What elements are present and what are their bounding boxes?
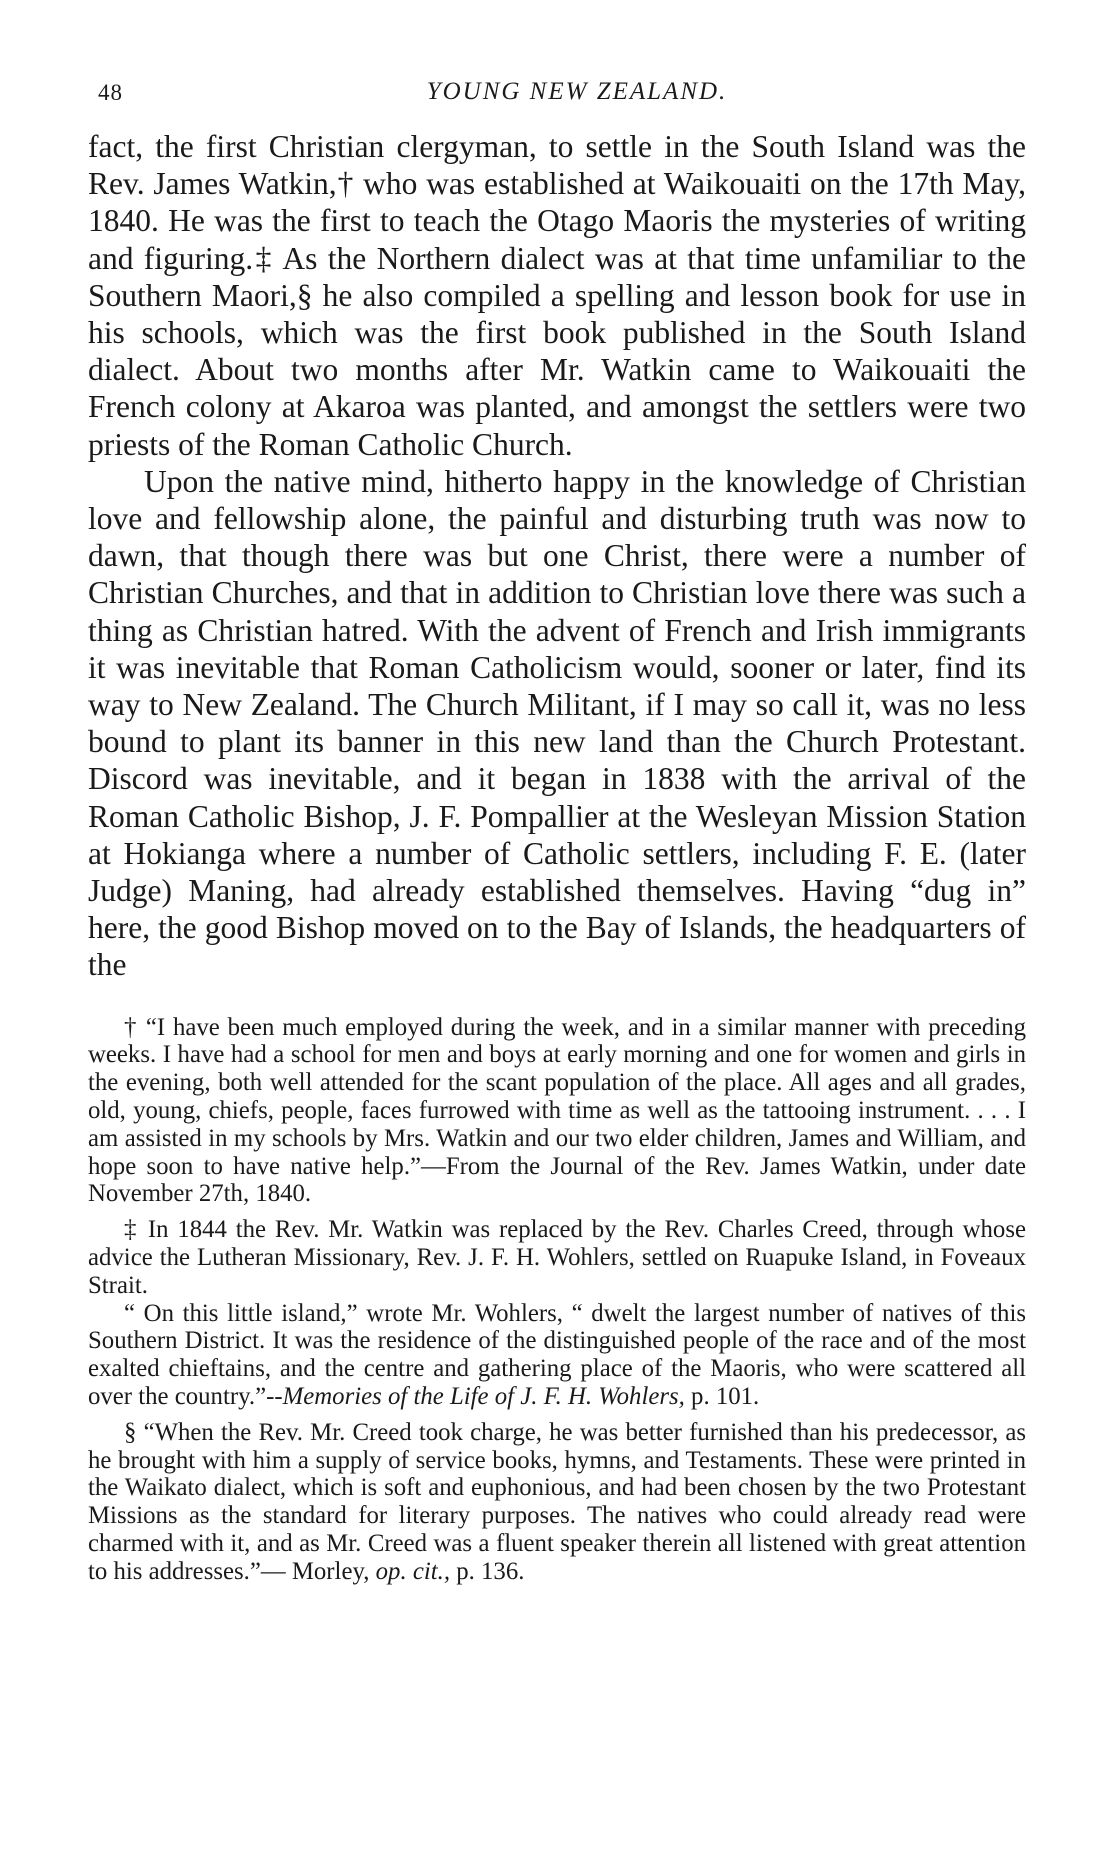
section-page: p. 136. bbox=[450, 1557, 525, 1585]
book-page bbox=[88, 68, 1026, 1586]
footnote-section bbox=[88, 1419, 1026, 1586]
wohlers-page: p. 101. bbox=[684, 1383, 760, 1411]
footnote-separator bbox=[88, 984, 1026, 1014]
section-note-text: § “When the Rev. Mr. Creed took charge, he was better furnished than his predecessor, as he brought with him a supply of service books, hymns, and Testaments. These were printed in the Waikato dialect, which is soft and euphonious, and had been chosen by the two Protestant Missions as the standard for literary purposes. The natives who could already read were charmed with it, and as Mr. Creed was a fluent speaker therein all listened with great attention to his addresses.”— Morley, bbox=[88, 1418, 1026, 1585]
page-number: 48 bbox=[98, 80, 123, 105]
wohlers-source-title: Memories of the Life of J. F. H. Wohlers, bbox=[282, 1383, 685, 1411]
footnote-dagger: † “I have been much employed during the week, and in a similar manner with preceding weeks. I have had a school for men and boys at early morning and one for women and girls in the evening, both well attended for the scant population of the place. All ages and all grades, old, young, chiefs, people, faces furrowed with time as well as the tattooing instrument. . . . I am assisted in my schools by Mrs. Watkin and our two elder children, James and William, and hope soon to have native help.”—From the Journal of the Rev. James Watkin, under date November 27th, 1840. bbox=[88, 1013, 1026, 1208]
running-title: YOUNG NEW ZEALAND. bbox=[426, 78, 728, 105]
paragraph-watkin: fact, the first Christian clergyman, to settle in the South Island was the Rev. James Watkin,† who was established at Waikouaiti on the 17th May, 1840. He was the first to teach the Otago Maoris the mysteries of writing and figuring.‡ As the Northern dialect was at that time unfamiliar to the Southern Maori,§ he also compiled a spelling and lesson book for use in his schools, which was the first book published in the South Island dialect. About two months after Mr. Watkin came to Waikouaiti the French colony at Akaroa was planted, and amongst the settlers were two priests of the Roman Catholic Church. bbox=[88, 129, 1026, 462]
footnote-wohlers-quote bbox=[88, 1300, 1026, 1411]
section-op-cit: op. cit., bbox=[375, 1557, 451, 1585]
footnote-double-dagger: ‡ In 1844 the Rev. Mr. Watkin was replaced by the Rev. Charles Creed, through whose advice the Lutheran Missionary, Rev. J. F. H. Wohlers, settled on Ruapuke Island, in Foveaux Strait. bbox=[88, 1216, 1026, 1299]
wohlers-quote-text: “ On this little island,” wrote Mr. Wohlers, “ dwelt the largest number of natives of this Southern District. It was the residence of the distinguished people of the race and of the most exalted chieftains, and the centre and gathering place of the Maoris, who were scattered all over the country.”-- bbox=[88, 1299, 1026, 1411]
running-head bbox=[88, 68, 1026, 112]
footnotes bbox=[88, 1014, 1026, 1586]
main-text bbox=[88, 128, 1026, 984]
paragraph-discord: Upon the native mind, hitherto happy in the knowledge of Christian love and fellowship alone, the painful and disturbing truth was now to dawn, that though there was but one Christ, there were a number of Christian Churches, and that in addition to Christian love there was such a thing as Christian hatred. With the advent of French and Irish immigrants it was inevitable that Roman Catholicism would, sooner or later, find its way to New Zealand. The Church Militant, if I may so call it, was no less bound to plant its banner in this new land than the Church Protestant. Discord was inevitable, and it began in 1838 with the arrival of the Roman Catholic Bishop, J. F. Pompallier at the Wesleyan Mission Station at Hokianga where a number of Catholic settlers, including F. E. (later Judge) Maning, had already established themselves. Having “dug in” here, the good Bishop moved on to the Bay of Islands, the headquarters of the bbox=[88, 463, 1026, 983]
